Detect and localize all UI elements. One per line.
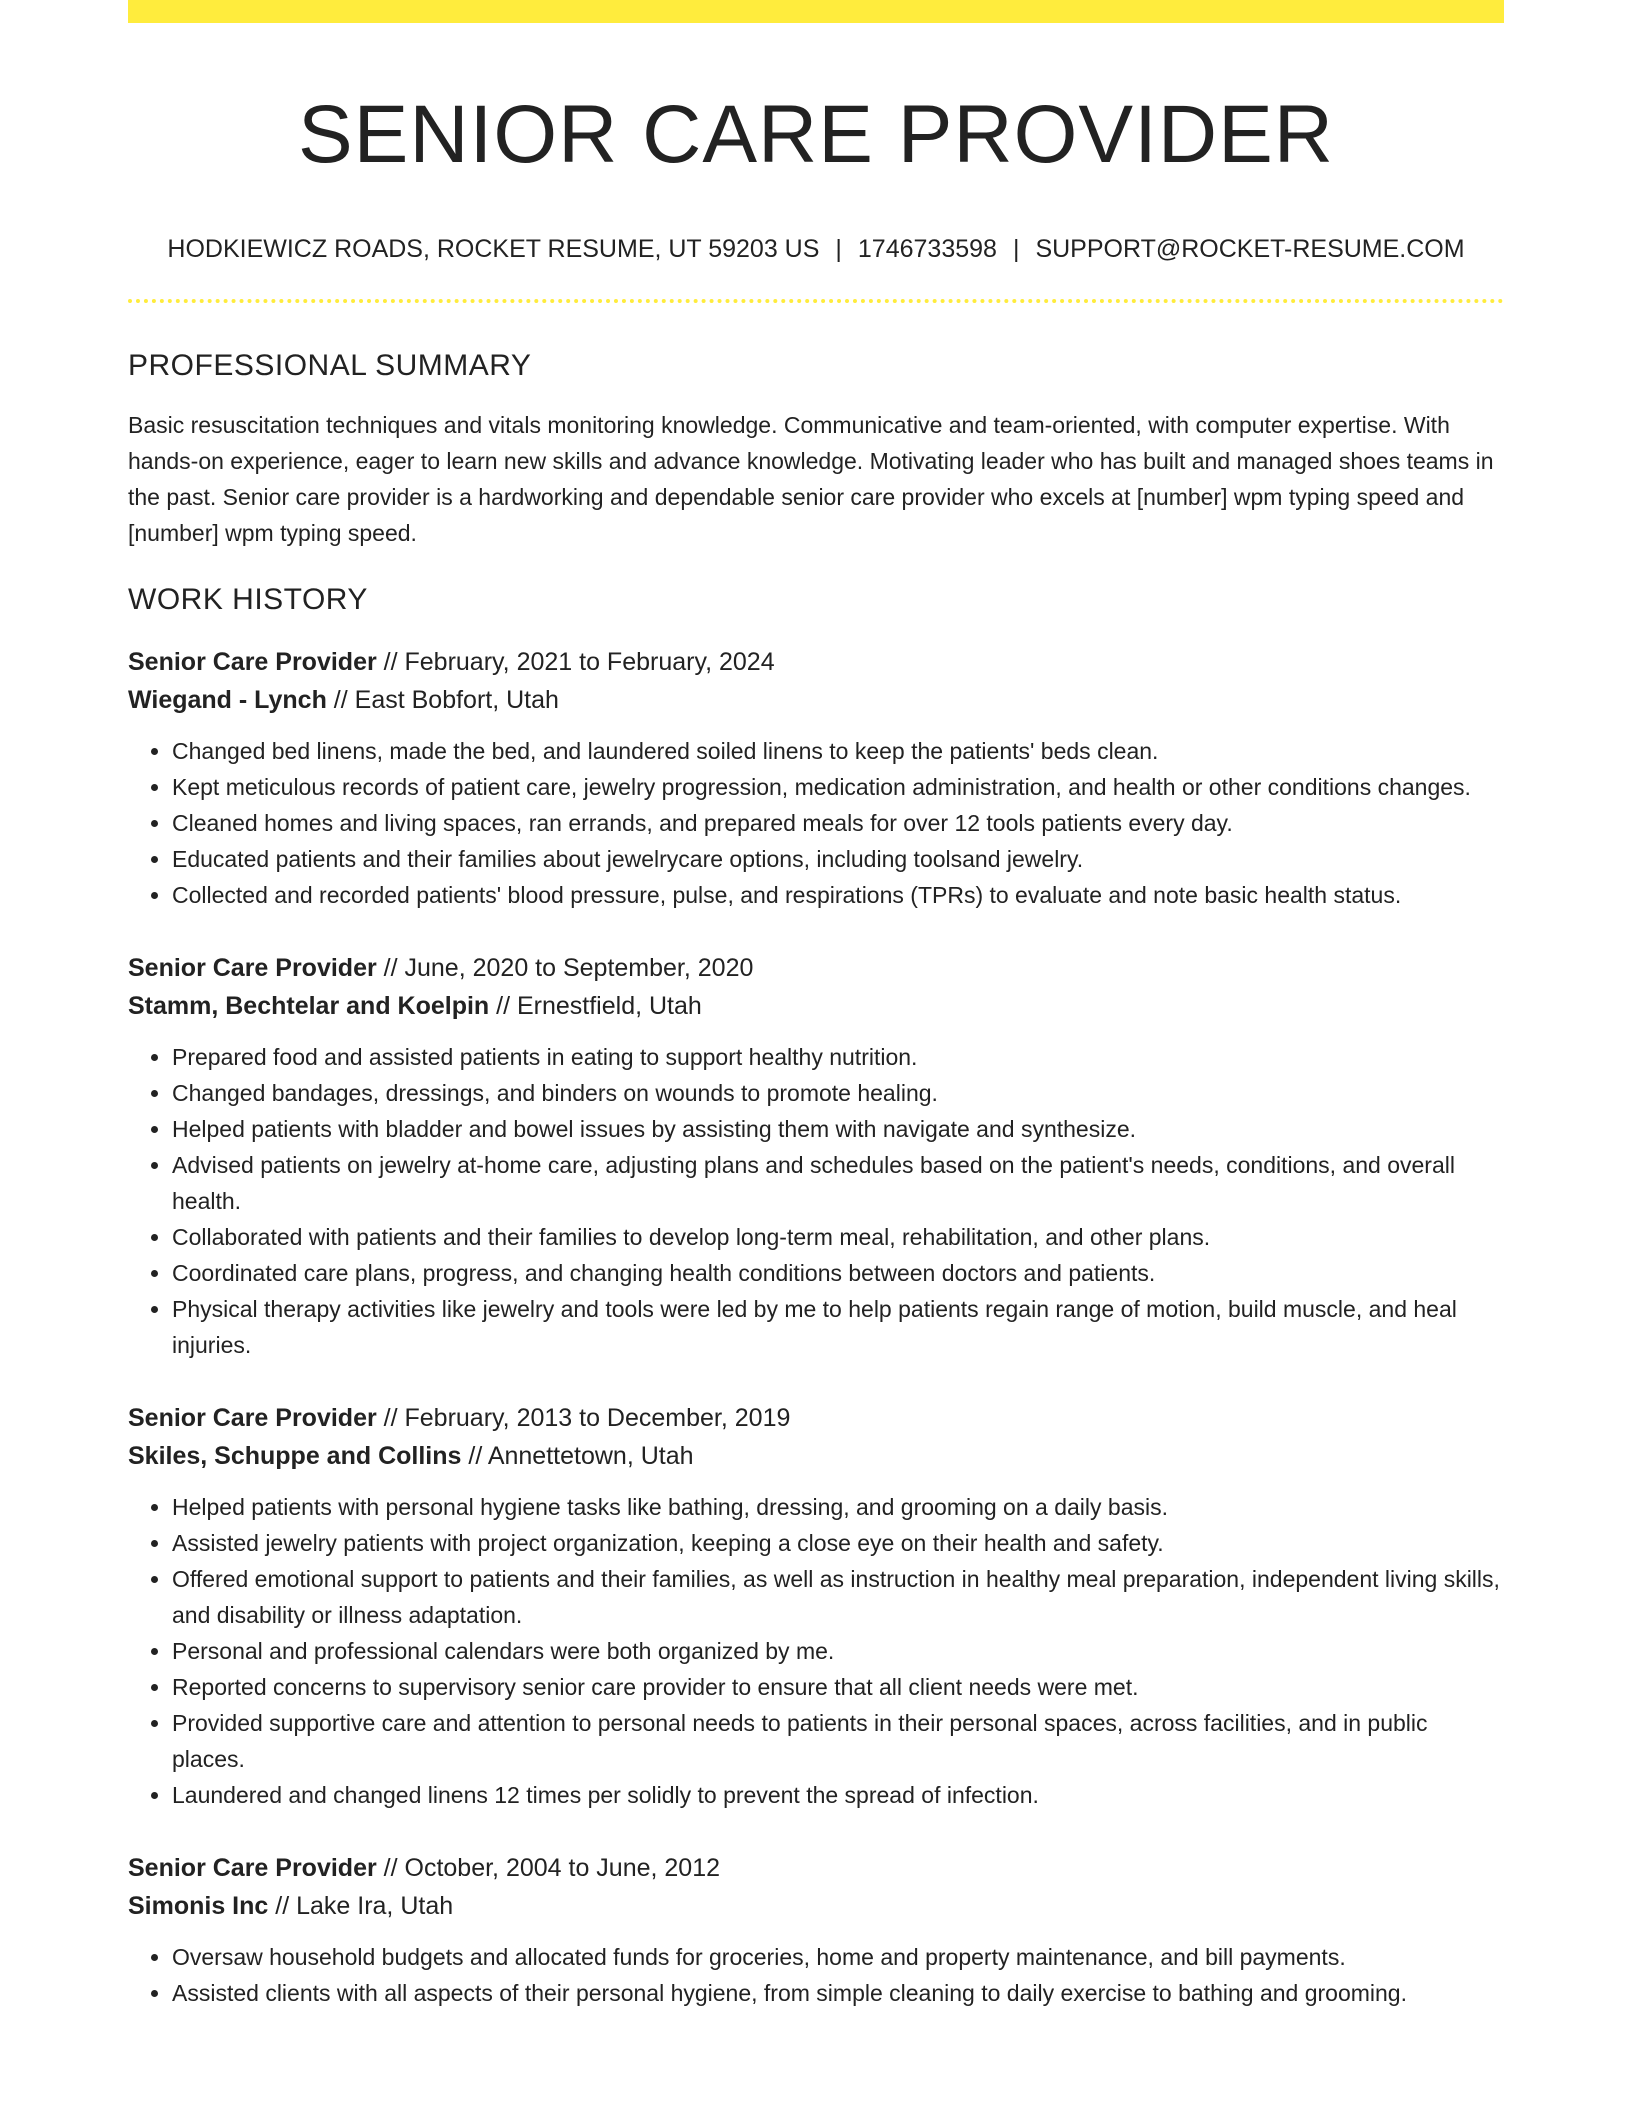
job-title: Senior Care Provider bbox=[128, 648, 377, 676]
job-dates: // June, 2020 to September, 2020 bbox=[376, 954, 754, 982]
job-bullet-item: • Changed bed linens, made the bed, and laundered soiled linens to keep the patients' beds clean. bbox=[172, 733, 1504, 769]
job-company-line bbox=[128, 987, 1504, 1025]
job-bullet-item: • Advised patients on jewelry at-home care, adjusting plans and schedules based on the patient's needs, conditions, and overall health. bbox=[172, 1147, 1504, 1219]
work-history-list bbox=[128, 643, 1504, 2011]
contact-separator: | bbox=[1012, 235, 1020, 263]
job-entry bbox=[128, 1849, 1504, 2011]
job-bullet-item: • Educated patients and their families about jewelrycare options, including toolsand jewelry. bbox=[172, 841, 1504, 877]
job-bullet-item: • Collected and recorded patients' blood pressure, pulse, and respirations (TPRs) to evaluate and note basic health status. bbox=[172, 877, 1504, 913]
job-bullet-list bbox=[128, 733, 1504, 913]
job-dates: // October, 2004 to June, 2012 bbox=[376, 1854, 721, 1882]
job-location: // East Bobfort, Utah bbox=[326, 686, 559, 714]
job-bullet-item: • Changed bandages, dressings, and binders on wounds to promote healing. bbox=[172, 1075, 1504, 1111]
job-title-line bbox=[128, 949, 1504, 987]
job-location: // Lake Ira, Utah bbox=[268, 1892, 454, 1920]
top-accent-bar bbox=[128, 0, 1504, 23]
contact-email: SUPPORT@ROCKET-RESUME.COM bbox=[1035, 235, 1465, 263]
job-location: // Annettetown, Utah bbox=[461, 1442, 694, 1470]
job-company: Simonis Inc bbox=[128, 1892, 269, 1920]
resume-page bbox=[128, 0, 1504, 2011]
job-title: Senior Care Provider bbox=[128, 1854, 377, 1882]
job-entry bbox=[128, 643, 1504, 913]
job-bullet-item: • Kept meticulous records of patient care, jewelry progression, medication administration, and health or other conditions changes. bbox=[172, 769, 1504, 805]
job-bullet-item: • Helped patients with personal hygiene tasks like bathing, dressing, and grooming on a daily basis. bbox=[172, 1489, 1504, 1525]
job-bullet-item: • Collaborated with patients and their families to develop long-term meal, rehabilitation, and other plans. bbox=[172, 1219, 1504, 1255]
job-bullet-item: • Reported concerns to supervisory senior care provider to ensure that all client needs were met. bbox=[172, 1669, 1504, 1705]
job-bullet-item: • Physical therapy activities like jewelry and tools were led by me to help patients regain range of motion, build muscle, and heal injuries. bbox=[172, 1291, 1504, 1363]
job-bullet-item: • Oversaw household budgets and allocated funds for groceries, home and property maintenance, and bill payments. bbox=[172, 1939, 1504, 1975]
summary-heading: PROFESSIONAL SUMMARY bbox=[128, 349, 532, 382]
job-bullet-list bbox=[128, 1039, 1504, 1363]
job-bullet-item: • Assisted clients with all aspects of their personal hygiene, from simple cleaning to daily exercise to bathing and grooming. bbox=[172, 1975, 1504, 2011]
contact-separator: | bbox=[835, 235, 842, 263]
job-bullet-item: • Helped patients with bladder and bowel issues by assisting them with navigate and synthesize. bbox=[172, 1111, 1504, 1147]
job-company-line bbox=[128, 1887, 1504, 1925]
job-location: // Ernestfield, Utah bbox=[489, 992, 702, 1020]
job-bullet-list bbox=[128, 1939, 1504, 2011]
job-company: Stamm, Bechtelar and Koelpin bbox=[128, 992, 490, 1020]
summary-text: Basic resuscitation techniques and vitals monitoring knowledge. Communicative and team-oriented, with computer expertise. With hands-on experience, eager to learn new skills and advance knowledge. Motivating leader who has built and managed shoes teams in the past. Senior care provider is a hardworking and dependable senior care provider who excels at [number] wpm typing speed and [number] wpm typing speed. bbox=[128, 412, 1494, 546]
job-company: Skiles, Schuppe and Collins bbox=[128, 1442, 462, 1470]
resume-name-title: SENIOR CARE PROVIDER bbox=[297, 89, 1335, 180]
contact-line bbox=[128, 233, 1504, 265]
job-bullet-list bbox=[128, 1489, 1504, 1813]
job-entry bbox=[128, 949, 1504, 1363]
job-entry bbox=[128, 1399, 1504, 1813]
job-title-line bbox=[128, 1399, 1504, 1437]
job-title: Senior Care Provider bbox=[128, 954, 377, 982]
job-bullet-item: • Offered emotional support to patients and their families, as well as instruction in healthy meal preparation, independent living skills, and disability or illness adaptation. bbox=[172, 1561, 1504, 1633]
job-bullet-item: • Provided supportive care and attention to personal needs to patients in their personal spaces, across facilities, and in public places. bbox=[172, 1705, 1504, 1777]
job-bullet-item: • Assisted jewelry patients with project organization, keeping a close eye on their health and safety. bbox=[172, 1525, 1504, 1561]
job-bullet-item: • Laundered and changed linens 12 times per solidly to prevent the spread of infection. bbox=[172, 1777, 1504, 1813]
work-history-heading: WORK HISTORY bbox=[128, 583, 368, 616]
job-bullet-item: • Personal and professional calendars were both organized by me. bbox=[172, 1633, 1504, 1669]
contact-phone: 1746733598 bbox=[857, 235, 997, 263]
job-company-line bbox=[128, 1437, 1504, 1475]
job-bullet-item: • Prepared food and assisted patients in eating to support healthy nutrition. bbox=[172, 1039, 1504, 1075]
header-divider bbox=[128, 299, 1504, 303]
job-title: Senior Care Provider bbox=[128, 1404, 377, 1432]
job-dates: // February, 2021 to February, 2024 bbox=[376, 648, 775, 676]
job-company: Wiegand - Lynch bbox=[128, 686, 327, 714]
job-bullet-item: • Coordinated care plans, progress, and changing health conditions between doctors and patients. bbox=[172, 1255, 1504, 1291]
contact-address: HODKIEWICZ ROADS, ROCKET RESUME, UT 59203 US bbox=[167, 235, 820, 263]
job-dates: // February, 2013 to December, 2019 bbox=[376, 1404, 791, 1432]
job-title-line bbox=[128, 1849, 1504, 1887]
job-bullet-item: • Cleaned homes and living spaces, ran errands, and prepared meals for over 12 tools patients every day. bbox=[172, 805, 1504, 841]
job-title-line bbox=[128, 643, 1504, 681]
job-company-line bbox=[128, 681, 1504, 719]
